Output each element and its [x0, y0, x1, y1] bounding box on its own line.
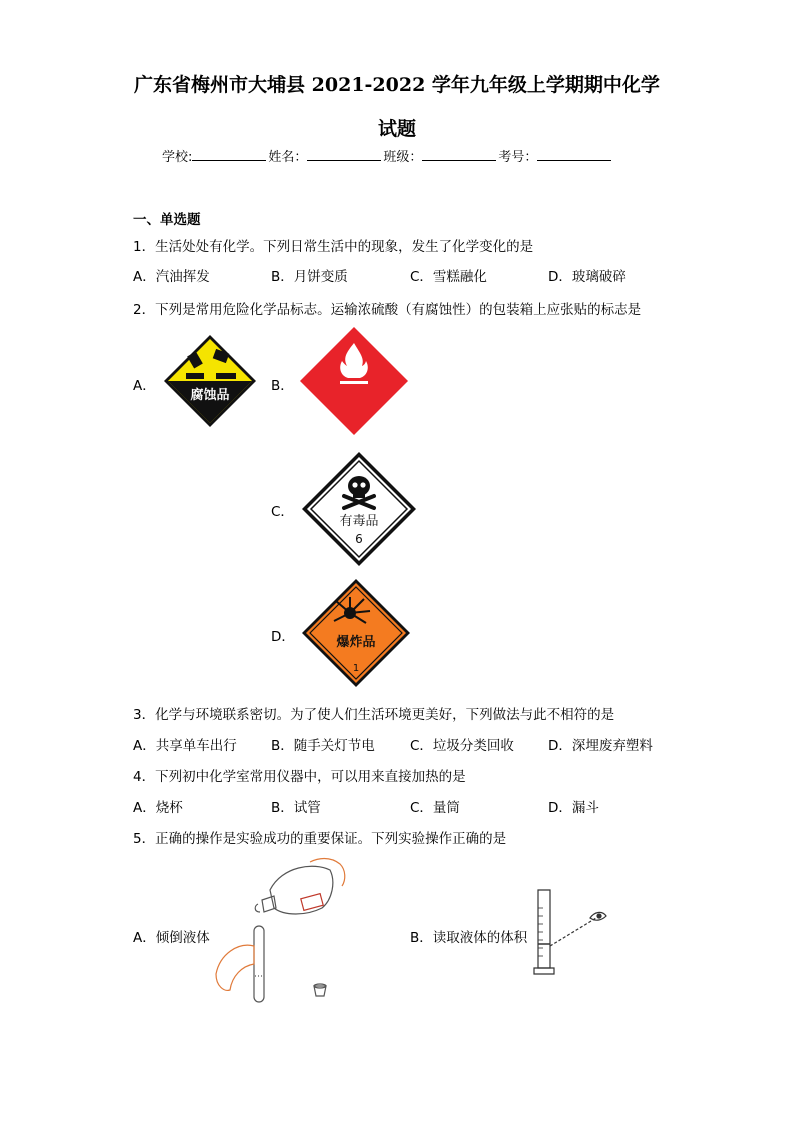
hand-icon: [186, 373, 204, 379]
number-label: 考号：: [498, 150, 538, 165]
explosive-sign-class: 1: [352, 663, 360, 674]
toxic-sign: [300, 450, 418, 568]
q2-option-d[interactable]: D．: [271, 629, 295, 645]
bottle-mouth: [255, 904, 260, 912]
q2-option-a[interactable]: A．: [133, 378, 156, 394]
skull-jaw: [353, 491, 365, 498]
corrosive-sign: [160, 333, 260, 429]
q3-option-a[interactable]: A．共享单车出行: [133, 738, 237, 754]
q3-option-c[interactable]: C．垃圾分类回收: [410, 738, 514, 754]
q1-option-a[interactable]: A．汽油挥发: [133, 269, 210, 285]
name-blank[interactable]: [307, 148, 381, 161]
corrosive-sign-label: 腐蚀品: [190, 388, 230, 403]
q4-option-d[interactable]: D．漏斗: [548, 800, 599, 816]
class-blank[interactable]: [422, 148, 496, 161]
q1-option-c[interactable]: C．雪糕融化: [410, 269, 487, 285]
question-5-stem: 5．正确的操作是实验成功的重要保证。下列实验操作正确的是: [133, 831, 507, 847]
q5-option-b[interactable]: B．读取液体的体积: [410, 930, 528, 946]
school-blank[interactable]: [192, 148, 266, 161]
test-tube-icon: [254, 926, 264, 1002]
name-label: 姓名：: [268, 150, 308, 165]
cylinder-base: [534, 968, 554, 974]
toxic-sign-label: 有毒品: [339, 514, 379, 529]
class-label: 班级：: [383, 150, 423, 165]
number-blank[interactable]: [537, 148, 611, 161]
toxic-sign-class: 6: [355, 532, 363, 546]
q3-option-d[interactable]: D．深埋废弃塑料: [548, 738, 653, 754]
doc-title-line1: 广东省梅州市大埔县 2021-2022 学年九年级上学期期中化学: [134, 74, 660, 96]
question-4-stem: 4．下列初中化学室常用仪器中，可以用来直接加热的是: [133, 769, 466, 785]
eye-pupil: [597, 914, 601, 918]
q4-option-a[interactable]: A．烧杯: [133, 800, 183, 816]
q3-option-b[interactable]: B．随手关灯节电: [271, 738, 375, 754]
section-heading: 一、单选题: [133, 212, 201, 228]
cylinder-graduations: [538, 908, 543, 956]
pouring-bottle-icon: [270, 866, 333, 914]
reading-volume-illustration: [530, 888, 610, 980]
pouring-liquid-illustration: [210, 856, 350, 1006]
q4-option-c[interactable]: C．量筒: [410, 800, 460, 816]
metal-bar-icon: [216, 373, 236, 379]
q1-option-b[interactable]: B．月饼变质: [271, 269, 348, 285]
holding-hand-icon: [216, 945, 254, 990]
q4-option-b[interactable]: B．试管: [271, 800, 321, 816]
flammable-sign: [298, 325, 410, 437]
flame-base: [340, 381, 368, 384]
q5-option-a[interactable]: A．倾倒液体: [133, 930, 210, 946]
question-3-stem: 3．化学与环境联系密切。为了使人们生活环境更美好，下列做法与此不相符的是: [133, 707, 615, 723]
q1-option-d[interactable]: D．玻璃破碎: [548, 269, 626, 285]
question-2-stem: 2．下列是常用危险化学品标志。运输浓硫酸（有腐蚀性）的包装箱上应张贴的标志是: [133, 302, 642, 318]
doc-title-line2: 试题: [377, 118, 416, 140]
student-info-line: [162, 146, 613, 165]
skull-eye: [360, 482, 365, 487]
explosive-sign-label: 爆炸品: [336, 635, 376, 650]
q2-option-c[interactable]: C．: [271, 504, 294, 520]
sight-line: [550, 918, 596, 946]
explosive-sign: [300, 577, 412, 689]
question-1-stem: 1．生活处处有化学。下列日常生活中的现象，发生了化学变化的是: [133, 239, 534, 255]
school-label: 学校:: [162, 150, 193, 165]
q2-option-b[interactable]: B．: [271, 378, 294, 394]
skull-eye: [352, 482, 357, 487]
